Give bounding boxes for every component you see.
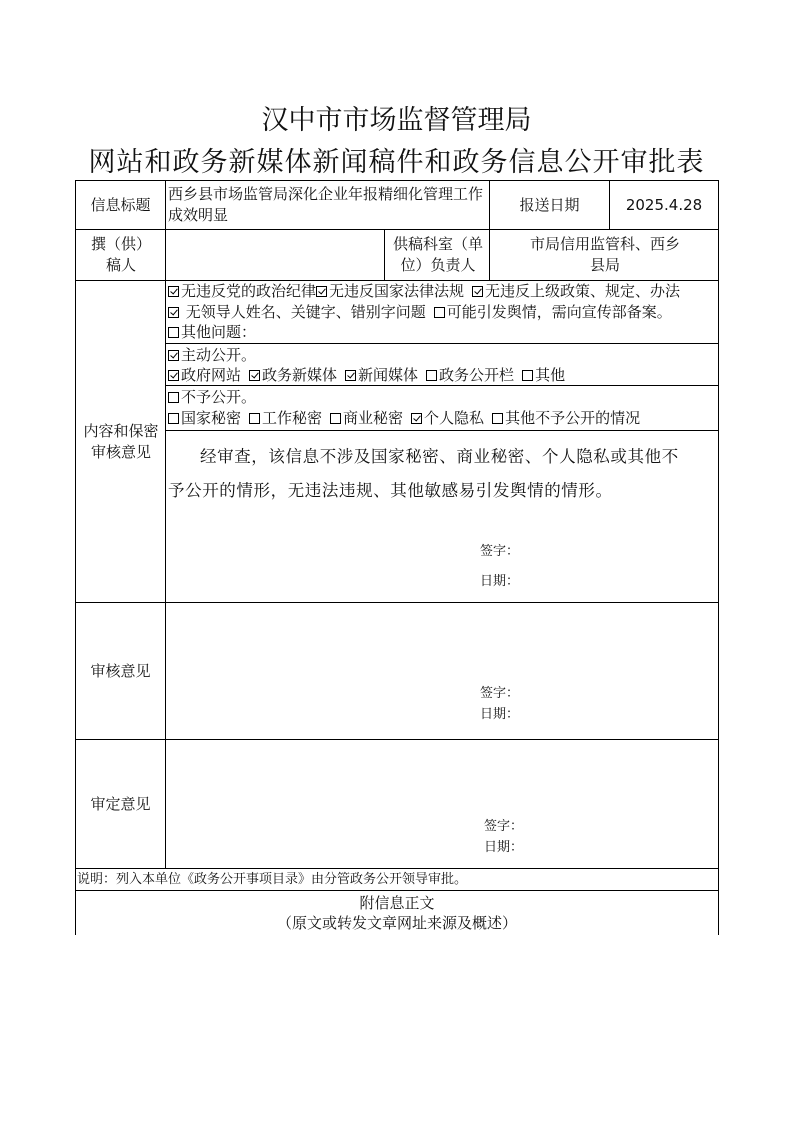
checkbox-empty-icon: [168, 327, 179, 338]
author-label: 撰（供）稿人: [90, 235, 151, 274]
checkbox-gov-bulletin[interactable]: 政务公开栏: [426, 366, 514, 384]
checkbox-public-opinion[interactable]: 可能引发舆情，需向宣传部备案。: [434, 303, 672, 321]
compliance-line-1: [168, 281, 680, 302]
checkbox-other-not-public[interactable]: 其他不予公开的情况: [492, 409, 640, 427]
attachment-subtitle: （原文或转发文章网址来源及概述）: [276, 913, 517, 932]
checkbox-checked-icon: [168, 350, 179, 361]
checkbox-work-secret[interactable]: 工作秘密: [249, 409, 322, 427]
checkbox-checked-icon: [345, 370, 356, 381]
info-title-value: 西乡县市场监管局深化企业年报精细化管理工作成效明显: [168, 185, 484, 224]
review-opinion-line-2: 予公开的情形，无违法违规、其他敏感易引发舆情的情形。: [168, 481, 613, 500]
dept-head-label: 供稿科室（单位）负责人: [392, 235, 483, 274]
checkbox-privacy[interactable]: 个人隐私: [411, 409, 484, 427]
checkbox-checked-icon: [316, 286, 327, 297]
checkbox-political[interactable]: 无违反党的政治纪律: [168, 282, 316, 300]
author-value: [166, 230, 384, 280]
checkbox-empty-icon: [492, 413, 503, 424]
checkbox-checked-icon: [168, 286, 179, 297]
compliance-line-2: [168, 302, 672, 323]
checkbox-channel-other[interactable]: 其他: [522, 366, 565, 384]
checkbox-law[interactable]: 无违反国家法律法规: [316, 282, 464, 300]
checkbox-gov-new-media[interactable]: 政务新媒体: [249, 366, 337, 384]
note-text: 说明：列入本单位《政务公开事项目录》由分管政务公开领导审批。: [77, 872, 468, 887]
checkbox-checked-icon: [168, 370, 179, 381]
approval-date-label: 日期：: [484, 840, 524, 855]
checkbox-gov-website[interactable]: 政府网站: [168, 366, 241, 384]
review-opinion-line-1: 经审查，该信息不涉及国家秘密、商业秘密、个人隐私或其他不: [200, 447, 679, 466]
checkbox-checked-icon: [472, 286, 483, 297]
page-title: 汉中市市场监督管理局: [261, 105, 532, 136]
review-sign-label: 签字：: [480, 544, 520, 559]
dept-head-value: 市局信用监管科、西乡县局: [530, 235, 681, 274]
checkbox-empty-icon: [522, 370, 533, 381]
audit-opinion-label: 审核意见: [90, 661, 151, 680]
checkbox-empty-icon: [168, 413, 179, 424]
checkbox-empty-icon: [249, 413, 260, 424]
not-public[interactable]: 不予公开。: [168, 387, 256, 408]
checkbox-checked-icon: [168, 307, 179, 318]
not-public-reasons: [168, 408, 640, 429]
page-subtitle: 网站和政务新媒体新闻稿件和政务信息公开审批表: [88, 147, 705, 178]
approval-sign-label: 签字：: [484, 819, 524, 834]
submit-date-value: 2025.4.28: [625, 195, 703, 214]
approval-opinion-label: 审定意见: [90, 794, 151, 813]
content-review-label: 内容和保密审核意见: [83, 422, 159, 461]
review-date-label: 日期：: [480, 574, 520, 589]
audit-sign-label: 签字：: [480, 686, 520, 701]
checkbox-news-media[interactable]: 新闻媒体: [345, 366, 418, 384]
checkbox-empty-icon: [168, 392, 179, 403]
attachment-title: 附信息正文: [359, 893, 435, 912]
checkbox-empty-icon: [330, 413, 341, 424]
audit-date-label: 日期：: [480, 707, 520, 722]
compliance-line-3: [168, 322, 256, 343]
checkbox-empty-icon: [434, 307, 445, 318]
checkbox-business-secret[interactable]: 商业秘密: [330, 409, 403, 427]
submit-date-label: 报送日期: [519, 195, 580, 214]
checkbox-checked-icon: [411, 413, 422, 424]
info-title-label: 信息标题: [90, 195, 151, 214]
active-disclosure[interactable]: 主动公开。: [168, 345, 256, 366]
checkbox-empty-icon: [426, 370, 437, 381]
checkbox-state-secret[interactable]: 国家秘密: [168, 409, 241, 427]
checkbox-policy[interactable]: 无违反上级政策、规定、办法: [472, 282, 680, 300]
disclosure-channels: [168, 365, 565, 386]
checkbox-checked-icon: [249, 370, 260, 381]
checkbox-other-issues[interactable]: 其他问题：: [168, 323, 256, 341]
checkbox-leader-names[interactable]: 无领导人姓名、关键字、错别字问题: [168, 303, 426, 321]
